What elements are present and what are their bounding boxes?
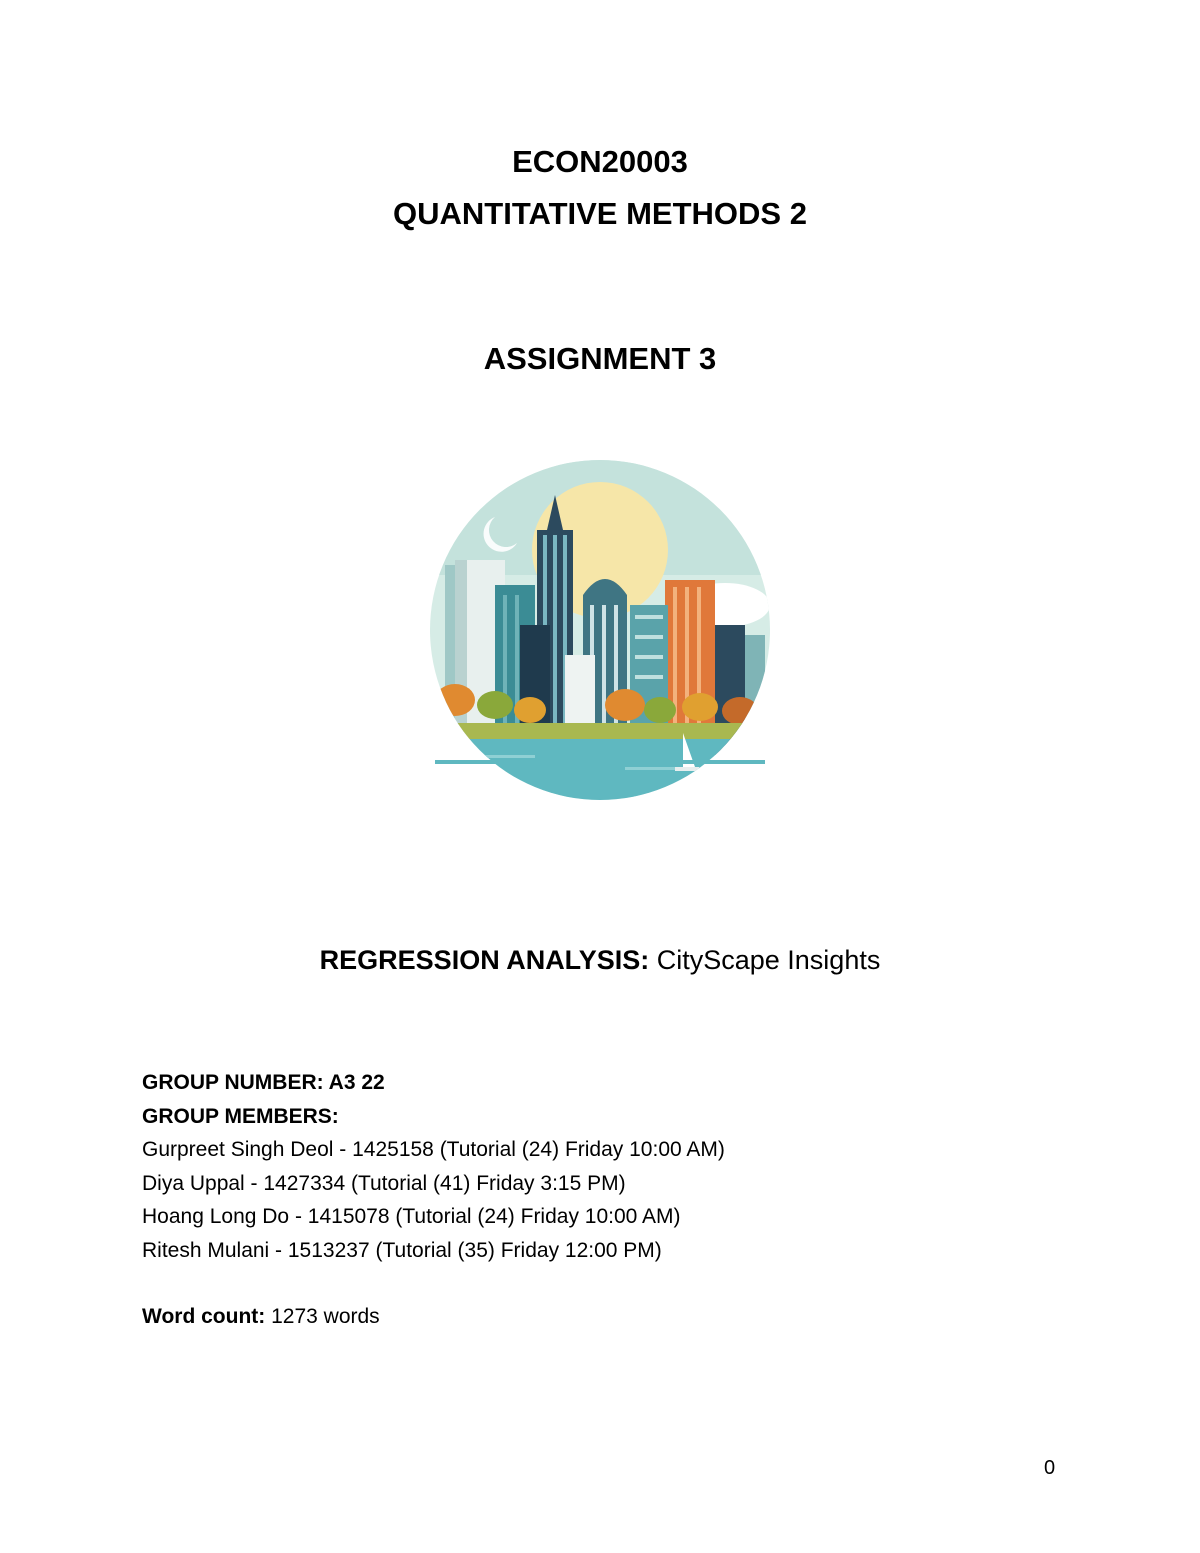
page-number: 0 xyxy=(1044,1457,1056,1479)
subtitle-prefix: REGRESSION ANALYSIS: xyxy=(319,945,650,975)
subtitle-rest: CityScape Insights xyxy=(649,945,881,975)
group-members-label: GROUP MEMBERS: xyxy=(142,1104,339,1128)
group-member: Diya Uppal - 1427334 (Tutorial (41) Friday 3:15 PM) xyxy=(142,1171,626,1195)
group-member: Hoang Long Do - 1415078 (Tutorial (24) Friday 10:00 AM) xyxy=(142,1205,681,1228)
course-name: QUANTITATIVE METHODS 2 xyxy=(393,196,807,231)
report-subtitle xyxy=(0,943,1200,977)
course-code: ECON20003 xyxy=(512,144,688,179)
cityscape-illustration xyxy=(425,455,775,805)
word-count xyxy=(142,1300,380,1333)
group-member: Gurpreet Singh Deol - 1425158 (Tutorial (24) Friday 10:00 AM) xyxy=(142,1138,725,1161)
group-info xyxy=(142,1066,725,1267)
word-count-value: 1273 words xyxy=(265,1305,380,1328)
word-count-label: Word count: xyxy=(142,1305,266,1328)
group-member: Ritesh Mulani - 1513237 (Tutorial (35) Friday 12:00 PM) xyxy=(142,1238,662,1262)
assignment-title: ASSIGNMENT 3 xyxy=(483,341,717,376)
group-number: GROUP NUMBER: A3 22 xyxy=(142,1071,385,1094)
